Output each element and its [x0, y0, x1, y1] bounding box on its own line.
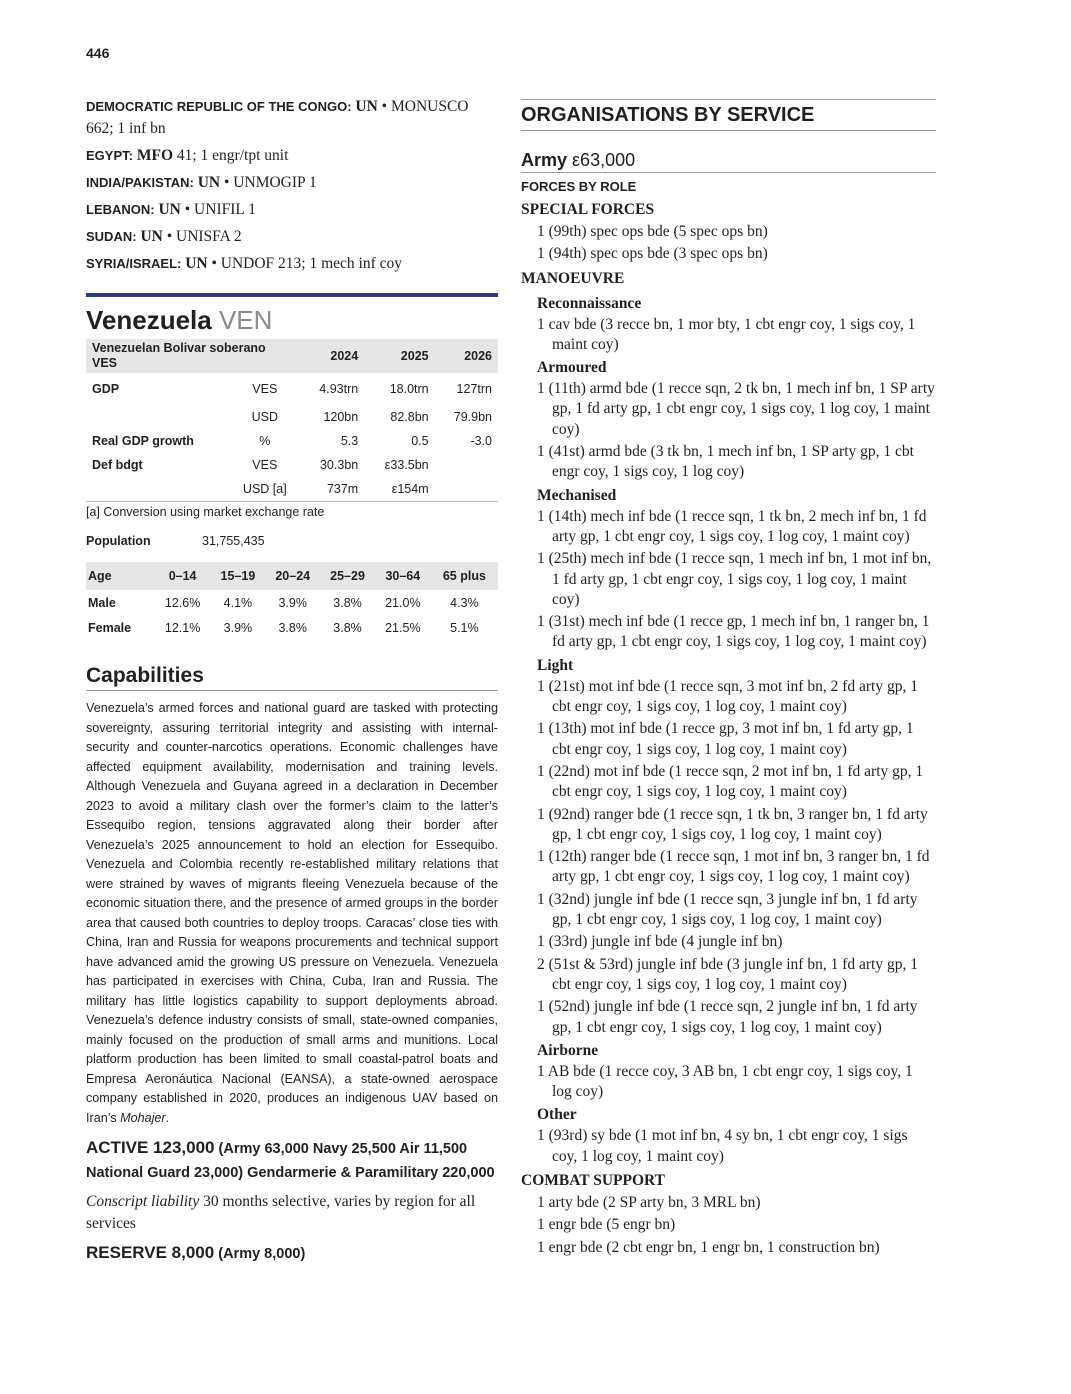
econ-value: [435, 453, 498, 477]
econ-row: [86, 453, 498, 477]
army-heading: [521, 150, 936, 173]
right-column: [521, 99, 936, 1260]
unit-item: 1 (41st) armd bde (3 tk bn, 1 mech inf bn, 1 SP arty gp, 1 cbt engr coy, 1 sigs coy, 1 log coy): [537, 443, 914, 481]
econ-row: [86, 429, 498, 453]
age-value: 4.3%: [450, 595, 479, 610]
age-row-label: Female: [88, 620, 132, 635]
econ-footnote: [a] Conversion using market exchange rate: [86, 501, 498, 528]
age-header-row: [86, 562, 498, 590]
reserve-total: RESERVE 8,000: [86, 1243, 215, 1262]
econ-value: [435, 477, 498, 501]
deployment-detail: • UNMOGIP 1: [220, 174, 317, 191]
unit-item: 1 (99th) spec ops bde (5 spec ops bn): [537, 223, 768, 240]
econ-value: ε154m: [391, 482, 429, 496]
capabilities-text: [86, 699, 498, 1128]
econ-value: ε33.5bn: [384, 458, 429, 472]
age-header: 25–29: [320, 562, 375, 590]
active-strength: [86, 1136, 498, 1185]
deployment-org: MFO: [136, 147, 173, 164]
age-header: 20–24: [265, 562, 320, 590]
page-number: 446: [86, 45, 110, 61]
capabilities-italic: Mohajer: [120, 1110, 166, 1125]
unit-item: 1 (13th) mot inf bde (1 recce gp, 3 mot inf bn, 1 fd arty gp, 1 cbt engr coy, 1 sigs coy, 1 log coy, 1 maint coy): [537, 720, 914, 758]
unit-item: 1 (93rd) sy bde (1 mot inf bn, 4 sy bn, 1 cbt engr coy, 1 sigs coy, 1 log coy, 1 maint coy): [537, 1127, 908, 1165]
deployment-detail: • UNDOF 213; 1 mech inf coy: [207, 255, 403, 272]
econ-value: 18.0trn: [389, 382, 429, 396]
deployment-country: SYRIA/ISRAEL:: [86, 256, 182, 271]
age-value: 21.5%: [385, 620, 421, 635]
econ-value: 82.8bn: [390, 410, 429, 424]
orgs-title: ORGANISATIONS BY SERVICE: [521, 99, 936, 131]
unit-item: 1 (33rd) jungle inf bde (4 jungle inf bn): [537, 933, 783, 951]
econ-unit: %: [259, 434, 271, 448]
age-header: Age: [86, 562, 155, 590]
econ-label: Real GDP growth: [92, 434, 194, 448]
unit-item: 2 (51st & 53rd) jungle inf bde (3 jungle inf bn, 1 fd arty gp, 1 cbt engr coy, 1 sigs coy, 1 log coy, 1 maint coy): [537, 955, 918, 993]
unit-item: 1 cav bde (3 recce bn, 1 mor bty, 1 cbt engr coy, 1 sigs coy, 1 maint coy): [537, 315, 916, 353]
army-label: Army: [521, 150, 568, 170]
deployment-country: EGYPT:: [86, 148, 133, 163]
deployment-org: UN: [140, 228, 163, 245]
economic-table: [86, 339, 498, 501]
country-name: Venezuela: [86, 305, 212, 335]
econ-value: 5.3: [340, 434, 359, 448]
unit-item: 1 (22nd) mot inf bde (1 recce sqn, 2 mot inf bn, 1 fd arty gp, 1 cbt engr coy, 1 sigs coy, 1 log coy, 1 maint coy): [537, 762, 924, 801]
unit-item: 1 AB bde (1 recce coy, 3 AB bn, 1 cbt engr coy, 1 sigs coy, 1 log coy): [537, 1062, 913, 1101]
econ-row: [86, 405, 498, 429]
unit-item: 1 (32nd) jungle inf bde (1 recce sqn, 3 jungle inf bn, 1 fd arty gp, 1 cbt engr coy, 1 sigs coy, 1 log coy, 1 maint coy): [537, 890, 918, 929]
age-value: 3.8%: [278, 620, 307, 635]
unit-item: 1 engr bde (2 cbt engr bn, 1 engr bn, 1 construction bn): [537, 1238, 880, 1256]
unit-item: 1 (94th) spec ops bde (3 spec ops bn): [537, 245, 768, 263]
army-strength: ε63,000: [567, 150, 636, 170]
age-value: 4.1%: [223, 595, 253, 610]
currency-label: Venezuelan Bolivar soberano VES: [86, 339, 300, 373]
population-value: 31,755,435: [202, 534, 265, 548]
subcategory-heading: Mechanised: [537, 486, 617, 504]
econ-label: Def bdgt: [92, 458, 143, 472]
econ-value: 30.3bn: [319, 458, 359, 472]
subcategory-heading: Reconnaissance: [537, 294, 642, 312]
subcategory-heading: Light: [537, 656, 574, 674]
country-divider: [86, 293, 498, 297]
unit-item: 1 (52nd) jungle inf bde (1 recce sqn, 2 jungle inf bn, 1 fd arty gp, 1 cbt engr coy, 1 sigs coy, 1 log coy, 1 maint coy): [537, 998, 918, 1036]
deployment-detail: • UNISFA 2: [162, 228, 242, 245]
deployment-country: SUDAN:: [86, 229, 137, 244]
age-value: 12.1%: [164, 620, 201, 635]
econ-row: [86, 373, 498, 405]
econ-label: GDP: [92, 382, 120, 396]
econ-value: 0.5: [411, 434, 429, 448]
category-heading: COMBAT SUPPORT: [521, 1171, 665, 1189]
unit-item: 1 engr bde (5 engr bn): [537, 1216, 676, 1234]
econ-label: [86, 405, 230, 429]
subcategory-heading: Other: [537, 1106, 577, 1124]
age-header: 15–19: [211, 562, 266, 590]
unit-item: 1 (31st) mech inf bde (1 recce gp, 1 mech inf bn, 1 ranger bn, 1 fd arty gp, 1 cbt engr coy, 1 sigs coy, 1 log coy, 1 maint coy): [537, 613, 930, 651]
unit-item: 1 (11th) armd bde (1 recce sqn, 2 tk bn, 1 mech inf bn, 1 SP arty gp, 1 fd arty gp, 1 cbt engr coy, 1 sigs coy, 1 log coy, 1 maint coy): [537, 380, 935, 438]
deployment-detail: 41; 1 engr/tpt unit: [173, 147, 289, 164]
year-header: 2026: [435, 339, 498, 373]
age-header: 65 plus: [431, 562, 498, 590]
econ-header-row: [86, 339, 498, 373]
deployment-entry: [86, 226, 498, 248]
deployment-detail: • MONUSCO 662; 1 inf bn: [86, 98, 469, 137]
subcategory-heading: Armoured: [537, 359, 607, 377]
unit-item: 1 (92nd) ranger bde (1 recce sqn, 1 tk bn, 3 ranger bn, 1 fd arty gp, 1 cbt engr coy, 1 sigs coy, 1 log coy, 1 maint coy): [537, 805, 928, 843]
unit-item: 1 arty bde (2 SP arty bn, 3 MRL bn): [537, 1193, 761, 1211]
age-value: 3.8%: [333, 595, 362, 610]
population-label: Population: [86, 534, 151, 548]
age-value: 3.9%: [223, 620, 253, 635]
econ-value: -3.0: [470, 434, 492, 448]
active-total: ACTIVE 123,000: [86, 1138, 215, 1157]
deployment-country: LEBANON:: [86, 202, 155, 217]
deployments-list: [86, 96, 498, 275]
econ-value: 79.9bn: [453, 410, 492, 424]
country-code: VEN: [218, 305, 273, 335]
age-value: 5.1%: [450, 620, 479, 635]
year-header: 2024: [300, 339, 364, 373]
year-header: 2025: [364, 339, 434, 373]
age-row: [86, 590, 498, 615]
age-value: 21.0%: [385, 595, 421, 610]
econ-value: 4.93trn: [319, 382, 359, 396]
econ-label: [86, 477, 230, 501]
deployment-entry: [86, 172, 498, 194]
deployment-entry: [86, 253, 498, 275]
econ-unit: VES: [252, 382, 278, 396]
age-row-label: Male: [88, 595, 116, 610]
category-heading: MANOEUVRE: [521, 269, 625, 287]
subcategory-heading: Airborne: [537, 1041, 599, 1059]
unit-item: 1 (21st) mot inf bde (1 recce sqn, 3 mot inf bn, 2 fd arty gp, 1 cbt engr coy, 1 sigs coy, 1 log coy, 1 maint coy): [537, 677, 918, 716]
econ-value: 127trn: [456, 382, 492, 396]
age-value: 12.6%: [164, 595, 201, 610]
deployment-org: UN: [185, 255, 208, 272]
capabilities-heading: Capabilities: [86, 664, 498, 691]
econ-unit: USD: [251, 410, 279, 424]
conscript-liability: [86, 1191, 498, 1235]
age-row: [86, 615, 498, 640]
active-breakdown: (Army 63,000 Navy 25,500 Air 11,500 National Guard 23,000) Gendarmerie & Paramilitary 220,000: [86, 1141, 495, 1181]
econ-value: 120bn: [323, 410, 359, 424]
capabilities-end: .: [165, 1110, 170, 1125]
deployment-country: INDIA/PAKISTAN:: [86, 175, 194, 190]
category-heading: SPECIAL FORCES: [521, 201, 655, 218]
unit-item: 1 (25th) mech inf bde (1 recce sqn, 1 mech inf bn, 1 mot inf bn, 1 fd arty gp, 1 cbt engr coy, 1 sigs coy, 1 log coy, 1 maint coy): [537, 550, 932, 608]
reserve-strength: [86, 1243, 498, 1263]
econ-value: 737m: [326, 482, 359, 496]
age-value: 3.8%: [333, 620, 362, 635]
age-header: 30–64: [375, 562, 431, 590]
age-table: [86, 562, 498, 640]
deployment-org: UN: [355, 98, 378, 115]
econ-unit: VES: [252, 458, 278, 472]
reserve-breakdown: (Army 8,000): [214, 1246, 306, 1262]
deployment-entry: [86, 199, 498, 221]
conscript-text: 30 months selective, varies by region for all services: [86, 1193, 476, 1232]
conscript-label: Conscript liability: [86, 1193, 200, 1210]
deployment-country: DEMOCRATIC REPUBLIC OF THE CONGO:: [86, 99, 352, 114]
population-row: [86, 528, 498, 554]
capabilities-body: Venezuela’s armed forces and national guard are tasked with protecting sovereignty, assuring territorial integrity and assisting with internal-security and counter-narcotics operations. Economic challenges have affected equipment availability, modernisation and training levels. Although Venezuela and Guyana agreed in a declaration in December 2023 to avoid a military clash over the former’s claim to the latter’s Essequibo region, tensions aggravated along their border after Venezuela’s 2025 announcement to hold an election for Essequibo. Venezuela and Colombia recently re-established military relations that were strained by waves of migrants fleeing Venezuela because of the economic situation there, and the presence of armed groups in the border area that caused both countries to deploy troops. Caracas’ close ties with China, Iran and Russia for weapons procurements and technical support have advanced amid the growing US pressure on Venezuela. Venezuela has participated in exercises with China, Cuba, Iran and Russia. The military has little logistics capability to support deployments abroad. Venezuela’s defence industry consists of small, state-owned companies, mainly focused on the production of small arms and munitions. Local platform production has been limited to small coastal-patrol boats and Empresa Aeronáutica Nacional (EANSA), a state-owned aerospace company established in 2020, produces an indigenous UAV based on Iran’s: [86, 701, 498, 1125]
country-title: [86, 301, 498, 339]
unit-item: 1 (14th) mech inf bde (1 recce sqn, 1 tk bn, 2 mech inf bn, 1 fd arty gp, 1 cbt engr coy, 1 sigs coy, 1 log coy, 1 maint coy): [537, 507, 927, 545]
forces-by-role: FORCES BY ROLE: [521, 179, 637, 194]
left-column: [86, 96, 498, 1263]
deployment-detail: • UNIFIL 1: [180, 201, 256, 218]
deployment-entry: [86, 145, 498, 167]
unit-item: 1 (12th) ranger bde (1 recce sqn, 1 mot inf bn, 3 ranger bn, 1 fd arty gp, 1 cbt engr coy, 1 sigs coy, 1 log coy, 1 maint coy): [537, 848, 930, 886]
econ-unit: USD [a]: [242, 482, 287, 496]
deployment-org: UN: [158, 201, 181, 218]
deployment-org: UN: [197, 174, 221, 191]
age-value: 3.9%: [278, 595, 307, 610]
deployment-entry: [86, 96, 498, 140]
age-header: 0–14: [155, 562, 211, 590]
econ-row: [86, 477, 498, 501]
